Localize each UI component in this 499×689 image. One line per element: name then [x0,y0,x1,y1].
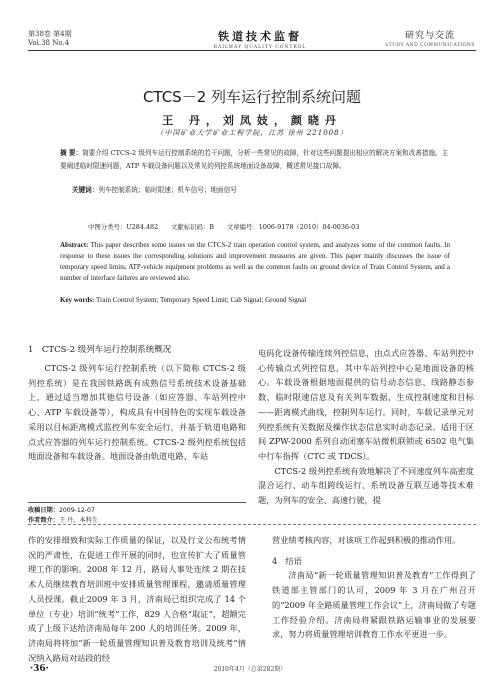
paragraph-l2: 作的安排细致和实际工作质量的保证，以及行文公布统考情况的严肃性，在促进工作开展的同时，也宣传扩大了质量管理工作的影响。2008 年 12 月，路局人事处连续 2 期在技术人员继续教育培训班中安排质量管理课程，邀请质量管理人员授课。截止2009 年 3 月，济南局已组织完成了 14 个单位（专业）培训“统考”工作，829 人合格“取证”，超额完成了上级下达给济南局每年 200 人的培训任务。2009 年，济南局将将加“新一轮质量管理知识普及教育培训及统考”情况纳入路局对站段的经 [28,535,246,663]
abstract-en-text: This paper describes some issues on the CTCS-2 train operation control system, and analyzes some of the common faults. In response to these issues the corresponding solutions and improvement measures are given. This paper mainly discusses the issue of temporary speed limits, ATP-vehicle equipment problems as well as the common faults on ground device of Train Control System, and a number of interface failures are reviewed also. [60,241,451,282]
abstract-en [60,240,450,284]
article-divider [28,524,476,525]
received-label: 收稿日期： [28,507,59,514]
author-bio: 王 丹，本科生 [58,517,99,524]
affiliation: （中国矿业大学矿业工程学院，江苏 徐州 221008） [156,129,348,137]
abstract-en-label: Abstract: [60,241,89,249]
classification-line: 中图分类号：U284.482 文献标识码：B 文章编号：1006-9178（2010）04-0036-03 [88,223,360,231]
journal-cn: 铁道技术监督 [218,30,302,43]
body-right-column [258,346,474,508]
keywords-cn-text: 列车控制系统；临时限速；机车信号；地面信号 [98,186,237,194]
column-cn: 研究与交流 [404,31,455,41]
paragraph-r1: 电码化设备传输连续列控信息，由点式应答器、车站列控中心传输点式列控信息，其中车站列控中心是地面设备的核心。车载设备根据地面提供的信号动态信息、线路静态参数、临时限速信息及有关列车数据，生成控制速度和目标——距离模式曲线，控制列车运行。同时，车载记录单元对列控系统有关数据及操作状态信息实时动态记录。适用于区间 ZPW-2000 系列自动闭塞车站微机联锁或 6502 电气集中行车指挥（CTC 或 TDCS）。 [258,348,474,461]
keywords-label: 关键词： [72,186,99,194]
paragraph-1: CTCS-2 级列车运行控制系统（以下简称 CTCS-2 级列控系统）是在我国铁路既有成熟信号系统技术设备基础上，通过适当增加其他信号设备（如应答器、车站列控中心、ATP 车载设备等），构成具有中国特色的实现车载设备采用以目标距离模式监控列车安全运行，并基于轨道电路和点式应答器的列车运行控制系统。CTCS-2 级列控系统包括地面设备和车载设备。地面设备由轨道电路、车站 [28,363,246,462]
issue-date: 2010年4月（总第282期） [213,666,287,673]
issue-cn: 第38卷 第4期 [28,30,72,38]
keywords-en [60,296,450,304]
lower-left-column [28,533,246,665]
keywords-en-text: Train Control System; Temporary Speed Limit; Cab Signal; Ground Signal [96,296,307,304]
issue-en: Vol.38 No.4 [28,39,70,47]
lower-right-column [272,533,476,642]
column-name [380,28,480,48]
keywords-cn [72,184,452,194]
paragraph-r4: 济南局“新一轮质量管理知识普及教育”工作得到了铁道部主管部门的认可，2009 年 3 月在广州召开的“2009 年全路质量管理工作会议”上，济南局做了专题工作经验介绍。济南局将紧跟铁路运输事业的发展要求，努力将质量管理培训教育工作水平更进一步。 [272,570,476,640]
section-4-heading: 4 结语 [272,555,302,566]
received-date: 2009-12-07 [58,507,95,514]
journal-en: RAILWAY QUALITY CONTROL [213,45,307,50]
footnote [28,506,98,526]
issue-info [28,30,72,48]
article-title: CTCS－2 列车运行控制系统问题 [142,88,362,106]
body-left-column [28,361,246,464]
paragraph-r3: 营业绩考核内容，对该项工作起到积极的推动作用。 [272,535,461,545]
authors: 王 丹，刘凤妓，颜晓丹 [162,114,342,127]
header-rule [28,50,476,51]
column-en: STUDY AND COMMUNICATIONS [385,43,475,48]
paragraph-r2: CTCS-2 级列控系统有效地解决了不同速度列车高密度混合运行、动车组跨线运行、系统设备互联互通等技术难题，为列车的安全、高速行驶，提 [258,465,474,506]
footnote-rule [28,502,246,503]
abstract-cn-text: 简要介绍 CTCS-2 级列车运行控制系统的若干问题，分析一些常见的故障，针对这些问题提出相应的解决方案和改善措施。主要阐述临时限速问题，ATP 车载设备问题以及常见的列控系统地面设备故障，概述常见接口故障。 [60,149,449,170]
section-1-heading: 1 CTCS-2 级列车运行控制系统概况 [28,345,172,355]
abstract-cn [60,147,450,172]
author-bio-label: 作者简介： [28,517,59,524]
journal-name [200,28,320,50]
abstract-label: 摘 要： [60,149,83,157]
page-number: ·36· [30,664,49,674]
keywords-en-label: Key words: [60,296,95,304]
